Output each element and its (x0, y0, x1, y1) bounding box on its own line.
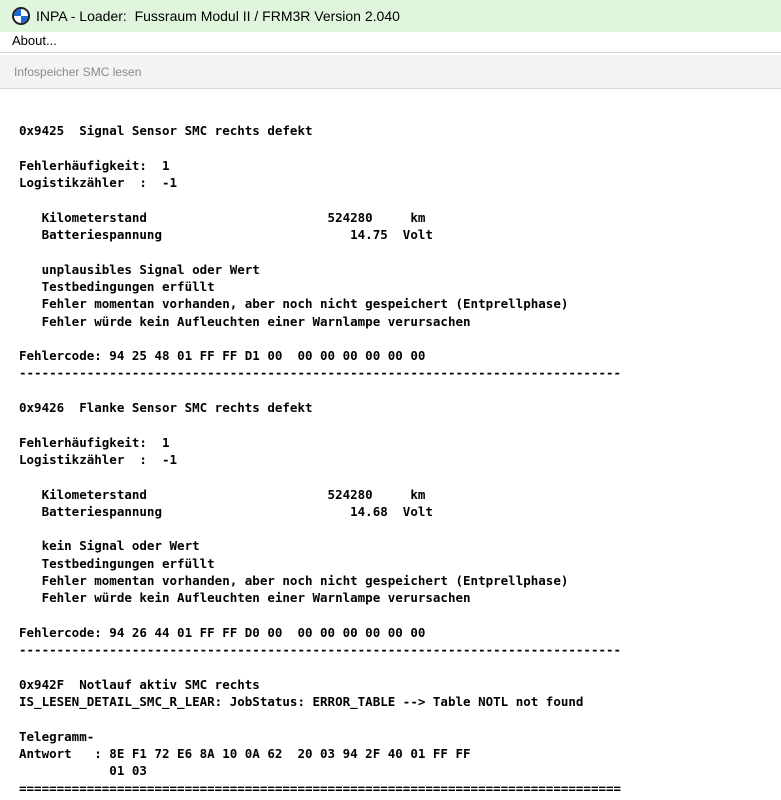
window-title: INPA - Loader: Fussraum Modul II / FRM3R Version 2.040 (36, 8, 400, 24)
report-line: ================================================================================ (19, 780, 622, 796)
report-line (19, 382, 621, 399)
menu-item-about[interactable]: About... (12, 33, 57, 48)
menu-bar (0, 32, 781, 53)
report-line (19, 659, 621, 676)
report-line (19, 416, 621, 433)
bmw-logo-icon (12, 7, 30, 25)
report-line (19, 330, 621, 347)
dialog-header (0, 55, 781, 89)
report-line: Fehler würde kein Aufleuchten einer Warnlampe verursachen (19, 590, 471, 606)
report-line: 0x9426 Flanke Sensor SMC rechts defekt (19, 400, 313, 416)
report-line: -------------------------------------------------------------------------------- (19, 365, 622, 381)
report-line: Testbedingungen erfüllt (19, 555, 215, 571)
report-line (19, 105, 621, 122)
report-line: Logistikzähler : -1 (19, 451, 178, 467)
report-line (19, 520, 621, 537)
report-line (19, 243, 621, 260)
report-line: Fehler würde kein Aufleuchten einer Warnlampe verursachen (19, 313, 471, 329)
report-line (19, 710, 621, 727)
report-line: -------------------------------------------------------------------------------- (19, 642, 622, 658)
report-line: Batteriespannung 14.68 Volt (19, 503, 433, 519)
report-line: 01 03 (19, 763, 147, 779)
report-line: Testbedingungen erfüllt (19, 278, 215, 294)
report-line: unplausibles Signal oder Wert (19, 261, 260, 277)
dialog-title: Infospeicher SMC lesen (14, 65, 142, 79)
report-line: Fehlercode: 94 26 44 01 FF FF D0 00 00 00 00 00 00 00 (19, 624, 426, 640)
report-line (19, 140, 621, 157)
report-line: Kilometerstand 524280 km (19, 209, 426, 225)
report-line: Telegramm- (19, 728, 95, 744)
report-line: 0x9425 Signal Sensor SMC rechts defekt (19, 123, 313, 139)
report-line: Kilometerstand 524280 km (19, 486, 426, 502)
report-line (19, 468, 621, 485)
report-line: IS_LESEN_DETAIL_SMC_R_LEAR: JobStatus: ERROR_TABLE --> Table NOTL not found (19, 694, 584, 710)
report-line: Fehlercode: 94 25 48 01 FF FF D1 00 00 00 00 00 00 00 (19, 348, 426, 364)
title-bar[interactable] (0, 0, 781, 32)
report-line: Fehlerhäufigkeit: 1 (19, 157, 170, 173)
report-line (19, 607, 621, 624)
report-line: 0x942F Notlauf aktiv SMC rechts (19, 676, 260, 692)
report-line: Fehler momentan vorhanden, aber noch nicht gespeichert (Entprellphase) (19, 573, 569, 589)
report-line: kein Signal oder Wert (19, 538, 200, 554)
report-line (19, 191, 621, 208)
report-line: Fehlerhäufigkeit: 1 (19, 434, 170, 450)
report-line: Antwort : 8E F1 72 E6 8A 10 0A 62 20 03 94 2F 40 01 FF FF (19, 745, 471, 761)
report-line: Fehler momentan vorhanden, aber noch nicht gespeichert (Entprellphase) (19, 296, 569, 312)
fault-memory-report (19, 105, 621, 797)
report-line: Batteriespannung 14.75 Volt (19, 227, 433, 243)
report-line: Logistikzähler : -1 (19, 175, 178, 191)
